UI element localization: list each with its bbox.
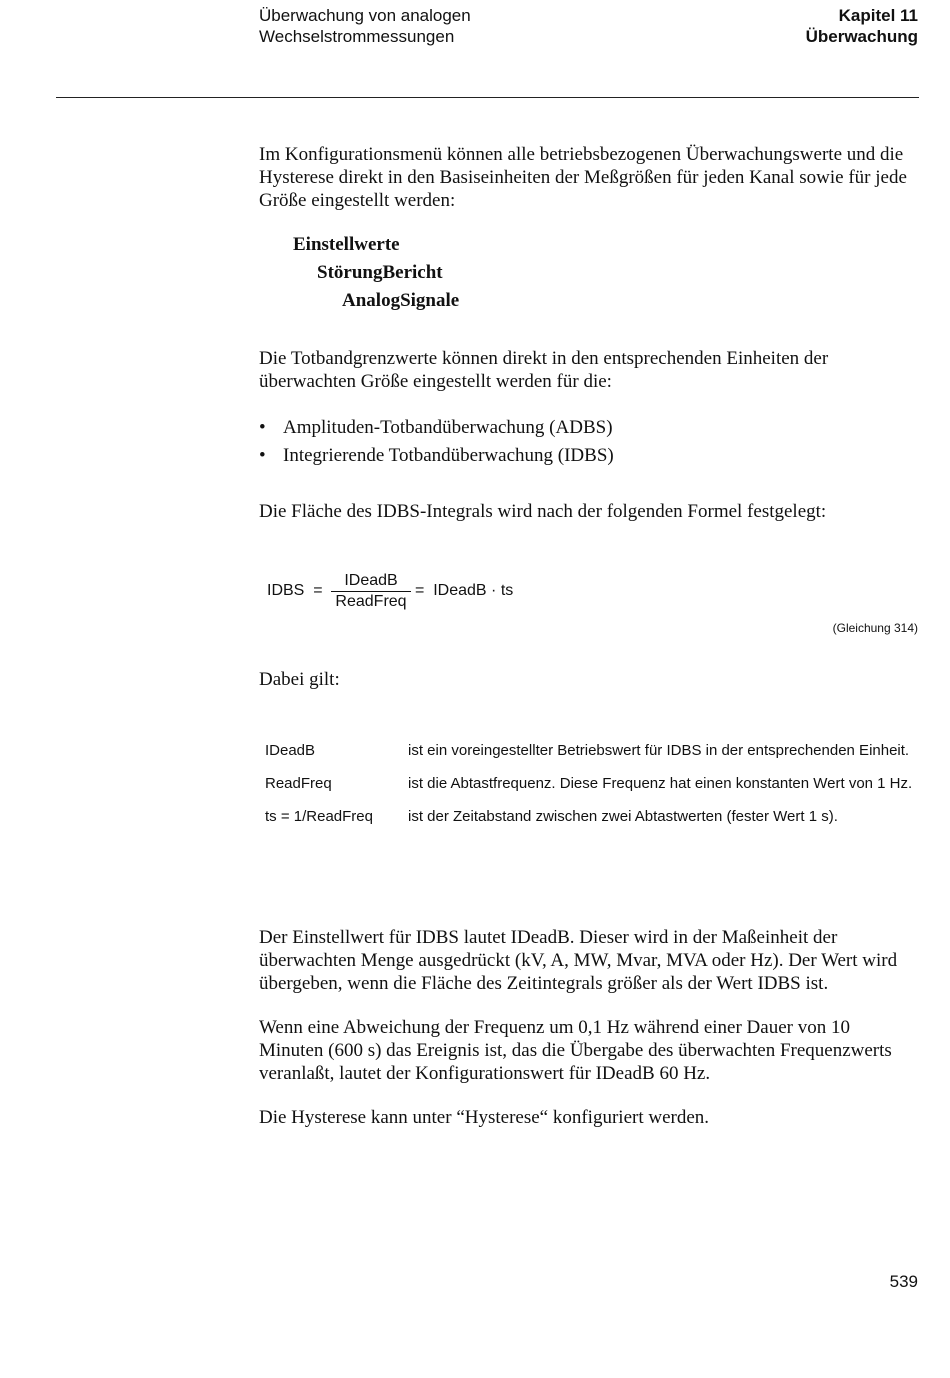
definition-list [265, 740, 915, 839]
formula-rhs: = IDeadB · ts [415, 582, 514, 599]
formula-numerator: IDeadB [331, 572, 411, 592]
menu-path-level-3: AnalogSignale [342, 290, 460, 311]
idbs-formula [267, 572, 687, 614]
header-title-line-1: Überwachung von analogen [259, 6, 471, 25]
where-paragraph: Dabei gilt: [259, 669, 340, 690]
formula-denominator: ReadFreq [335, 593, 407, 610]
formula-lhs: IDBS = [267, 582, 323, 599]
list-item [259, 442, 614, 470]
example-paragraph: Wenn eine Abweichung der Frequenz um 0,1 Hz während einer Dauer von 10 Minuten (600 s) das Ereignis ist, das die Übergabe des überwachten Frequenzwerts veranlaßt, lautet der Konfigurationswert für IDeadB 60 Hz. [259, 1017, 892, 1084]
bullet-icon: • [259, 445, 266, 466]
menu-path-level-2: StörungBericht [317, 262, 443, 283]
definition-term: ReadFreq [265, 775, 332, 792]
running-header-title [259, 5, 471, 47]
bullet-list [259, 414, 614, 470]
menu-path-level-1: Einstellwerte [293, 234, 400, 255]
bullet-icon: • [259, 417, 266, 438]
page-number: 539 [889, 1272, 918, 1291]
deadband-paragraph: Die Totbandgrenzwerte können direkt in den entsprechenden Einheiten der überwachten Größe eingestellt werden für die: [259, 348, 829, 392]
definition-row [265, 773, 915, 795]
header-title-line-2: Wechselstrommessungen [259, 27, 455, 46]
header-chapter-number: Kapitel 11 [838, 6, 918, 25]
definition-term: ts = 1/ReadFreq [265, 808, 373, 825]
list-item [259, 414, 614, 442]
hysteresis-paragraph: Die Hysterese kann unter “Hysterese“ konfiguriert werden. [259, 1107, 710, 1128]
definition-term: IDeadB [265, 742, 316, 759]
definition-row [265, 740, 915, 762]
definition-row [265, 806, 915, 828]
header-divider [56, 97, 919, 98]
list-item-text: Integrierende Totbandüberwachung (IDBS) [283, 445, 614, 466]
formula-fraction [331, 572, 411, 611]
list-item-text: Amplituden-Totbandüberwachung (ADBS) [283, 417, 613, 438]
equation-number: (Gleichung 314) [832, 621, 918, 635]
definition-description: ist die Abtastfrequenz. Diese Frequenz hat einen konstanten Wert von 1 Hz. [408, 775, 913, 792]
definition-description: ist ein voreingestellter Betriebswert für IDBS in der entsprechenden Einheit. [408, 742, 910, 759]
intro-paragraph: Im Konfigurationsmenü können alle betriebsbezogenen Überwachungswerte und die Hysterese direkt in den Basiseinheiten der Meßgrößen für jeden Kanal sowie für jede Größe eingestellt werden: [259, 144, 907, 211]
formula-intro-paragraph: Die Fläche des IDBS-Integrals wird nach der folgenden Formel festgelegt: [259, 501, 827, 522]
running-header-chapter [806, 5, 918, 47]
setting-paragraph: Der Einstellwert für IDBS lautet IDeadB. Dieser wird in der Maßeinheit der überwachten Menge ausgedrückt (kV, A, MW, Mvar, MVA oder Hz). Der Wert wird übergeben, wenn die Fläche des Zeitintegrals größer als der Wert IDBS ist. [259, 927, 898, 994]
definition-description: ist der Zeitabstand zwischen zwei Abtastwerten (fester Wert 1 s). [408, 808, 838, 825]
header-chapter-title: Überwachung [805, 27, 918, 46]
